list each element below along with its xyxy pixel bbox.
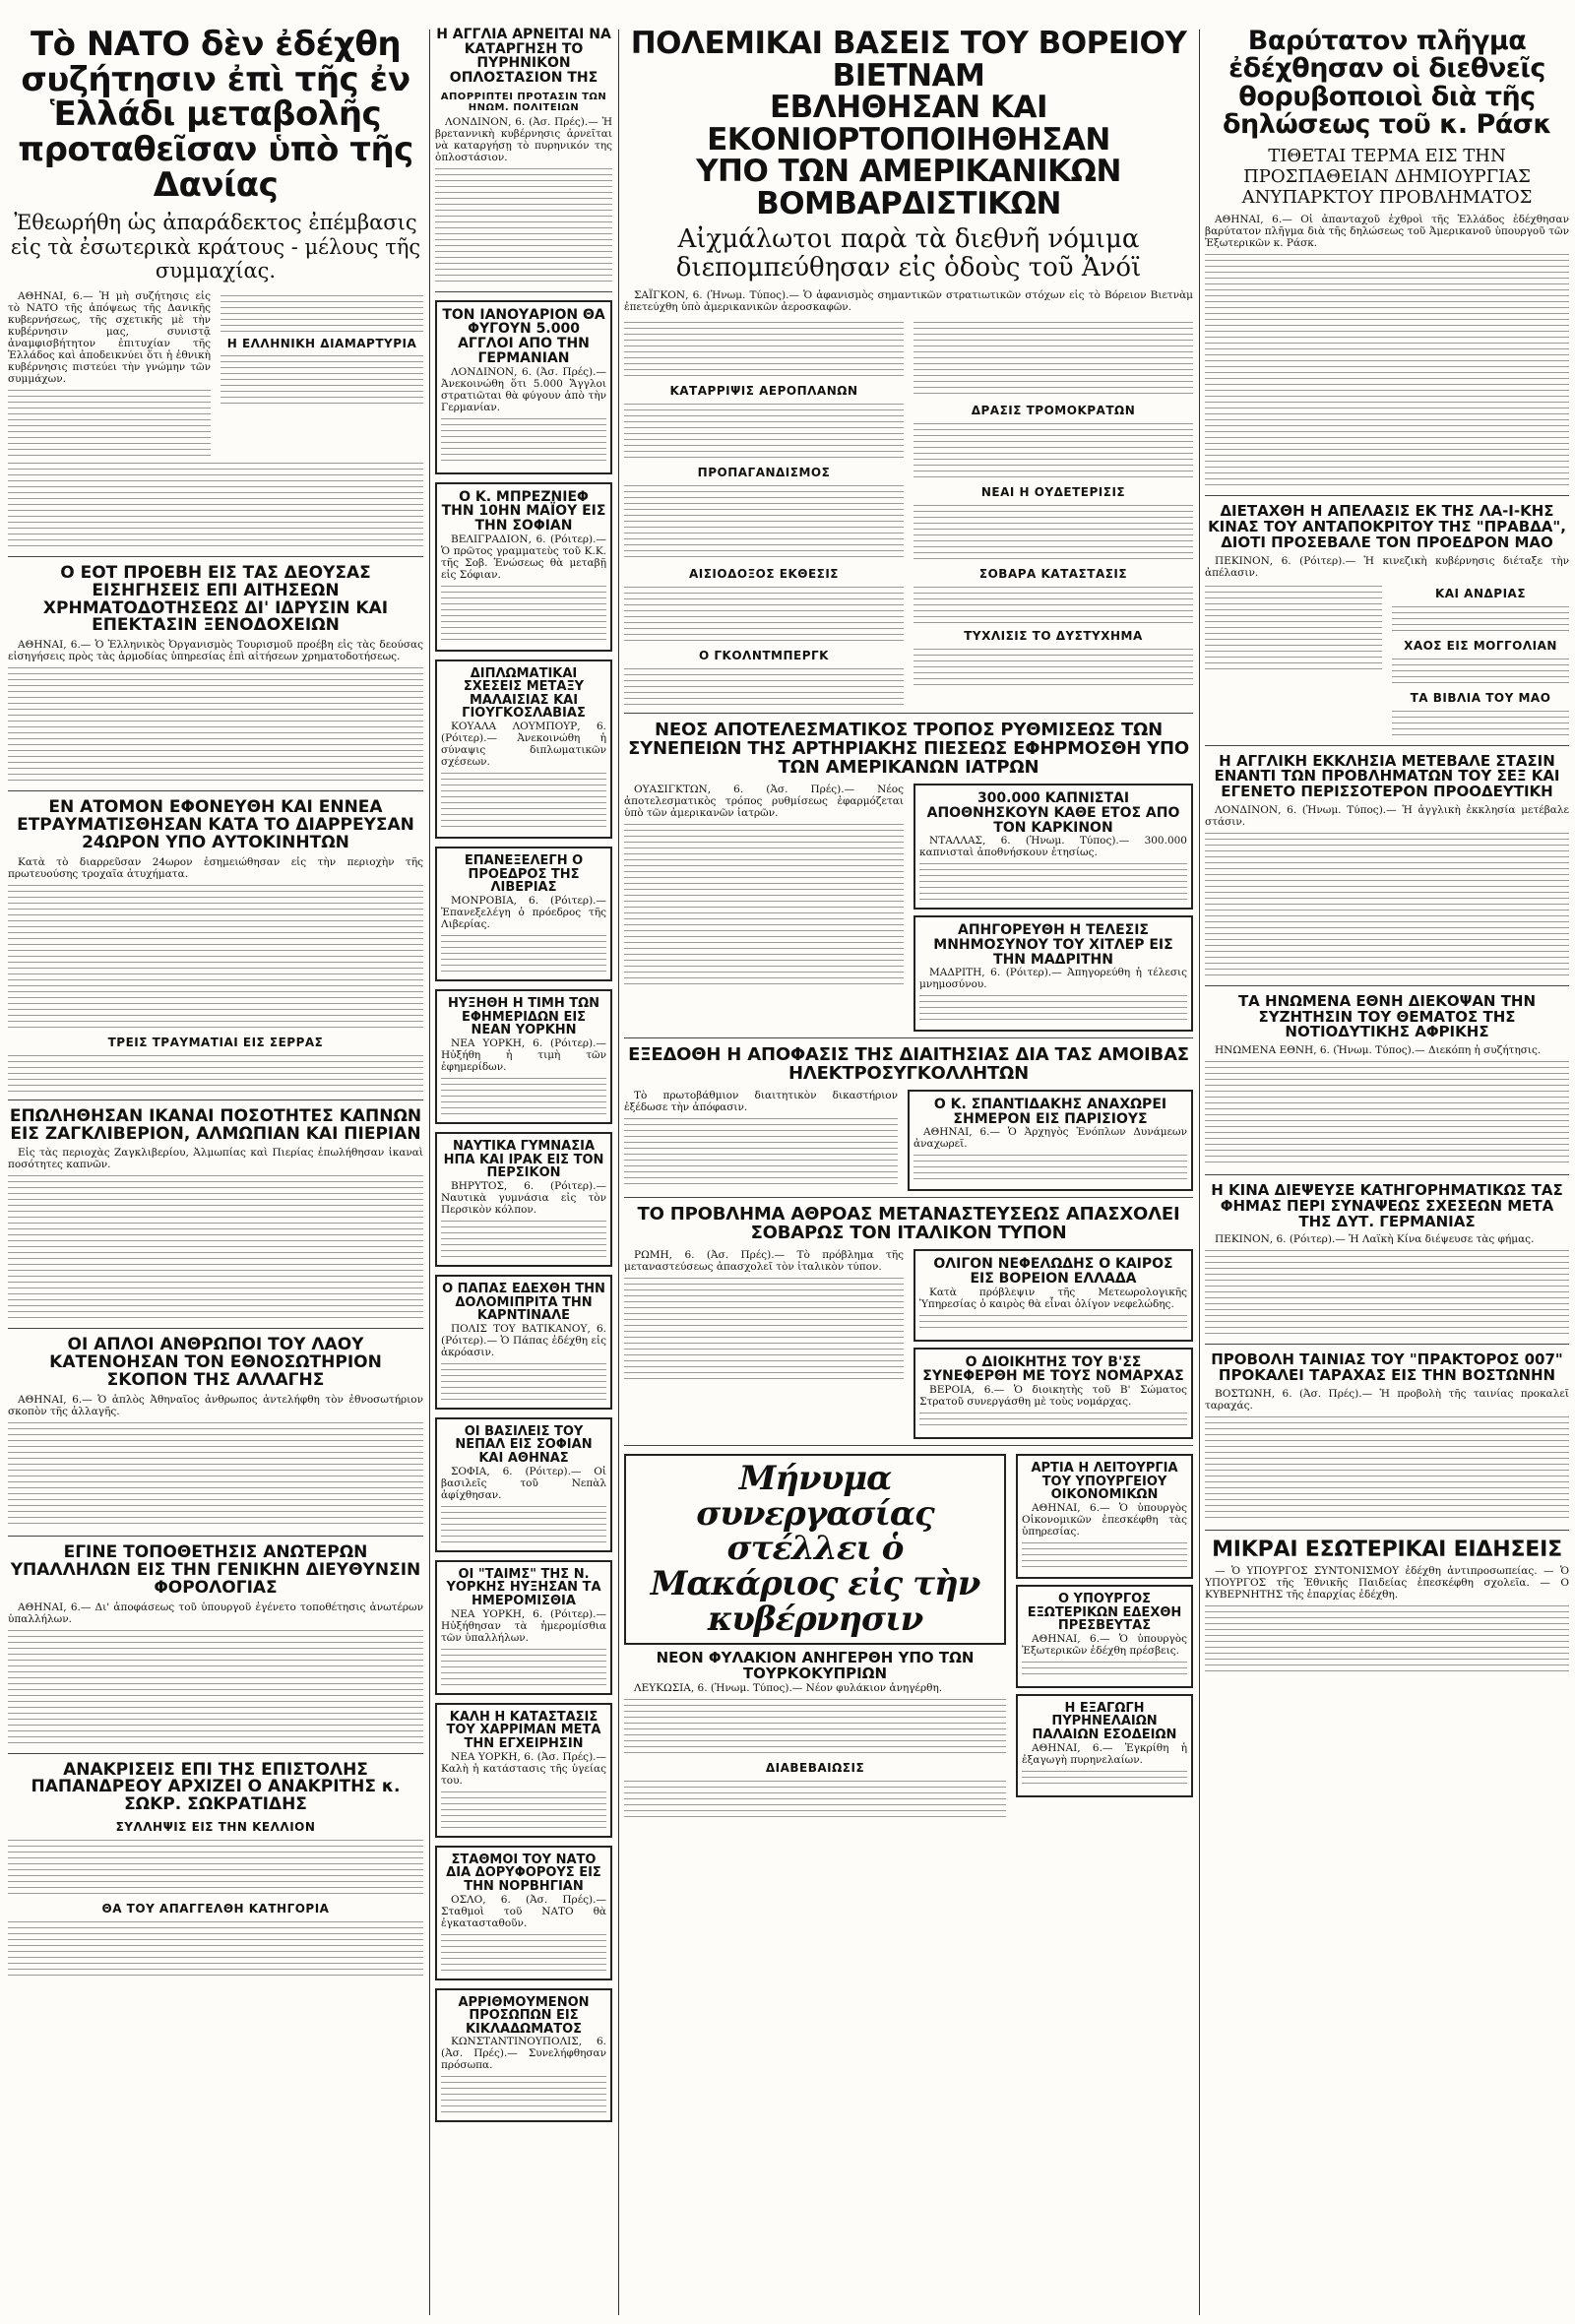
text-lines [1205,1413,1569,1522]
text-lines [1022,1768,1187,1788]
headline-electric-welders: ΕΞΕΔΟΘΗ Η ΑΠΟΦΑΣΙΣ ΤΗΣ ΔΙΑΙΤΗΣΙΑΣ ΔΙΑ ΤΑΣ ΑΜΟΙΒΑΣ ΗΛΕΚΤΡΟΣΥΓΚΟΛΛΗΤΩΝ [628,1044,1189,1085]
headline-olive-pomace: Η ΕΞΑΓΩΓΗ ΠΥΡΗΝΕΛΑΙΩΝ ΠΑΛΑΙΩΝ ΕΣΟΔΕΙΩΝ [1032,1700,1177,1743]
article-body: ΝΕΑ ΥΟΡΚΗ, 6. (Ρόιτερ).— Ηὐξήθησαν τὰ ἡμερομίσθια τῶν ὑπαλλήλων. [441,1607,606,1644]
column-right [1205,28,1569,2316]
article-body: ΣΑΪΓΚΟΝ, 6. (Ἡνωμ. Τύπος).— Ὁ ἀφανισμὸς σημαντικῶν στρατιωτικῶν στόχων εἰς τὸ Βόρειον Βιετνὰμ ἐπετεύχθη ὑπὸ ἀμερικανικῶν ἀεροσκαφῶν. [624,289,1193,314]
headline-blood-pressure: ΝΕΟΣ ΑΠΟΤΕΛΕΣΜΑΤΙΚΟΣ ΤΡΟΠΟΣ ΡΥΘΜΙΣΕΩΣ ΤΩΝ ΣΥΝΕΠΕΙΩΝ ΤΗΣ ΑΡΤΗΡΙΑΚΗΣ ΠΙΕΣΕΩΣ ΕΦΗΡΜΟΣΘΗ ΥΠΟ ΤΩΝ ΑΜΕΡΙΚΑΝΩΝ ΙΑΤΡΩΝ [628,720,1189,779]
text-lines [919,1410,1187,1429]
article-body: — Ὁ ΥΠΟΥΡΓΟΣ ΣΥΝΤΟΝΙΣΜΟΥ ἐδέχθη ἀντιπροσωπείας. — Ὁ ΥΠΟΥΡΓΟΣ τῆς Ἐθνικῆς Παιδείας ἐπεσκέφθη σχολεῖα. — Ο ΚΥΒΕΡΝΗΤΗΣ τῆς ἐπαρχίας ἐδέχθη. [1205,1565,1569,1602]
text-lines [914,319,1193,398]
subheadline-rusk: ΤΙΘΕΤΑΙ ΤΕΡΜΑ ΕΙΣ ΤΗΝ ΠΡΟΣΠΑΘΕΙΑΝ ΔΗΜΙΟΥΡΓΙΑΣ ΑΝΥΠΑΡΚΤΟΥ ΠΡΟΒΛΗΜΑΤΟΣ [1241,146,1533,208]
headline-foreign-minister: Ο ΥΠΟΥΡΓΟΣ ΕΞΩΤΕΡΙΚΩΝ ΕΔΕΧΘΗ ΠΡΕΣΒΕΥΤΑΣ [1027,1591,1182,1634]
headline-pope: Ο ΠΑΠΑΣ ΕΔΕΧΘΗ ΤΗΝ ΔΟΛΟΜΙΠΡΙΤΑ ΤΗΝ ΚΑΡΝΤΙΝΑΛΕ [442,1281,605,1324]
article-liberia [435,847,612,981]
article-body: ΝΕΑ ΥΟΡΚΗ, 6. (Ἀσ. Πρές).— Καλὴ ἡ κατάστασις τῆς ὑγείας του. [441,1750,606,1787]
article-finance-ministry [1016,1454,1193,1579]
text-lines [441,583,606,642]
text-lines [1205,830,1569,977]
text-lines [441,1360,606,1400]
section-subheading: ΝΕΑΙ Η ΟΥΔΕΤΕΡΙΣΙΣ [980,485,1126,500]
article-body: ΝΕΑ ΥΟΡΚΗ, 6. (Ρόιτερ).— Ηὐξήθη ἡ τιμὴ τῶν ἐφημερίδων. [441,1036,606,1073]
text-lines [624,584,904,643]
column-rule [1199,30,1200,2315]
text-lines [919,1312,1187,1332]
text-lines [1205,251,1569,487]
section-subheading: ΑΙΣΙΟΔΟΞΟΣ ΕΚΘΕΣΙΣ [688,567,839,582]
headline-spantidakis: Ο Κ. ΣΠΑΝΤΙΔΑΚΗΣ ΑΝΑΧΩΡΕΙ ΣΗΜΕΡΟΝ ΕΙΣ ΠΑΡΙΣΙΟΥΣ [933,1097,1167,1127]
article-body: ΑΘΗΝΑΙ, 6.— Δι' ἀποφάσεως τοῦ ὑπουργοῦ ἐγένετο τοποθέτησις ἀνωτέρων ὑπαλλήλων. [8,1601,423,1625]
section-subheading: ΤΥΧΛΙΣΙΣ ΤΟ ΔΥΣΤΥΧΗΜΑ [964,629,1143,644]
article-body: ΑΘΗΝΑΙ, 6.— Ὁ ὑπουργὸς Οἰκονομικῶν ἐπεσκέφθη τὰς ὑπηρεσίας. [1022,1501,1187,1538]
headline-migration: ΤΟ ΠΡΟΒΛΗΜΑ ΑΘΡΟΑΣ ΜΕΤΑΝΑΣΤΕΥΣΕΩΣ ΑΠΑΣΧΟΛΕΙ ΣΟΒΑΡΩΣ ΤΟΝ ΙΤΑΛΙΚΟΝ ΤΥΠΟΝ [637,1204,1180,1244]
article-nato-norway [435,1846,612,1980]
headline-car-accidents: ΕΝ ΑΤΟΜΟΝ ΕΦΟΝΕΥΘΗ ΚΑΙ ΕΝΝΕΑ ΕΤΡΑΥΜΑΤΙΣΘΗΣΑΝ ΚΑΤΑ ΤΟ ΔΙΑΡΡΕΥΣΑΝ 24ΩΡΟΝ ΥΠΟ ΑΥΤΟΚΙΝΗΤΩΝ [17,797,414,852]
article-simple-people [8,1337,423,1537]
article-vietnam [624,28,1193,714]
text-lines [914,584,1193,623]
text-lines [8,1419,423,1528]
headline-eot-hotels: Ο ΕΟΤ ΠΡΟΕΒΗ ΕΙΣ ΤΑΣ ΔΕΟΥΣΑΣ ΕΙΣΗΓΗΣΕΙΣ ΕΠΙ ΑΙΤΗΣΕΩΝ ΧΡΗΜΑΤΟΔΟΤΗΣΕΩΣ ΔΙ' ΙΔΡΥΣΙΝ ΚΑΙ ΕΠΕΚΤΑΣΙΝ ΞΕΝΟΔΟΧΕΙΩΝ [42,562,389,636]
text-lines [8,1837,423,1896]
headline-vietnam-3: ΥΠΟ ΤΩΝ ΑΜΕΡΙΚΑΝΙΚΩΝ ΒΟΜΒΑΡΔΙΣΤΙΚΩΝ [696,154,1121,221]
text-lines [914,502,1193,561]
text-lines [1392,603,1569,633]
text-lines [8,1918,423,1978]
text-lines [8,1052,423,1092]
section-subheading: Ο ΓΚΟΛΝΤΜΠΕΡΓΚ [699,649,829,663]
section-subheading: ΔΙΑΒΕΒΑΙΩΣΙΣ [765,1760,865,1775]
article-british-troops [435,300,612,474]
headline-ny-newspapers: ΗΥΞΗΘΗ Η ΤΙΜΗ ΤΩΝ ΕΦΗΜΕΡΙΔΩΝ ΕΙΣ ΝΕΑΝ ΥΟΡΚΗΝ [447,996,600,1038]
article-body: ΛΟΝΔΙΝΟΝ, 6. (Ἡνωμ. Τύπος).— Ἡ ἀγγλικὴ ἐκκλησία μετέβαλε στάσιν. [1205,803,1569,828]
text-lines [1205,583,1382,671]
article-body: ΜΟΝΡΟΒΙΑ, 6. (Ρόιτερ).— Ἐπανεξελέγη ὁ πρόεδρος τῆς Λιβερίας. [441,895,606,931]
article-body: ΑΘΗΝΑΙ, 6.— Ἡ μὴ συζήτησις εἰς τὸ ΝΑΤΟ τῆς ἀπόψεως τῆς Δανικῆς κυβερνήσεως, τῆς σχετικῆς μὲ τὴν κυβέρνησιν μας, συνιστᾷ ἀναμφισβήτητον ἐπιτυχίαν τῆς Ἑλλάδος καὶ ἀποδεικνύει ὅτι ἡ ἐθνικὴ κυβέρνησις πιστεύει τὴν γνώμην τῶν συμμάχων. [8,289,211,385]
text-lines [8,1627,423,1745]
headline-china-west-germany: Η ΚΙΝΑ ΔΙΕΨΕΥΣΕ ΚΑΤΗΓΟΡΗΜΑΤΙΚΩΣ ΤΑΣ ΦΗΜΑΣ ΠΕΡΙ ΣΥΝΑΨΕΩΣ ΣΧΕΣΕΩΝ ΜΕΤΑ ΤΗΣ ΔΥΤ. ΓΕΡΜΑΝΙΑΣ [1211,1181,1563,1230]
article-body: ΣΟΦΙΑ, 6. (Ρόιτερ).— Οἱ βασιλεῖς τοῦ Νεπὰλ ἀφίχθησαν. [441,1465,606,1501]
headline-hitler: ΑΠΗΓΟΡΕΥΘΗ Η ΤΕΛΕΣΙΣ ΜΝΗΜΟΣΥΝΟΥ ΤΟΥ ΧΙΤΛΕΡ ΕΙΣ ΤΗΝ ΜΑΔΡΙΤΗΝ [933,922,1173,968]
text-lines [8,1172,423,1320]
headline-ny-times: ΟΙ "ΤΑΙΜΣ" ΤΗΣ Ν. ΥΟΡΚΗΣ ΗΥΞΗΣΑΝ ΤΑ ΗΜΕΡΟΜΙΣΘΙΑ [446,1566,601,1609]
article-body: ΑΘΗΝΑΙ, 6.— Ἐγκρίθη ἡ ἐξαγωγὴ πυρηνελαίων. [1022,1741,1187,1766]
headline-liberia: ΕΠΑΝΕΞΕΛΕΓΗ Ο ΠΡΟΕΔΡΟΣ ΤΗΣ ΛΙΒΕΡΙΑΣ [464,853,584,896]
subheadline-nato-denmark: Ἐθεωρήθη ὡς ἀπαράδεκτος ἐπέμβασις εἰς τὰ ἐσωτερικὰ κράτους - μέλους τῆς συμμαχίας. [10,211,421,283]
headline-corps-commander: Ο ΔΙΟΙΚΗΤΗΣ ΤΟΥ Β'ΣΣ ΣΥΝΕΦΕΡΘΗ ΜΕ ΤΟΥΣ ΝΟΜΑΡΧΑΣ [922,1353,1184,1385]
article-un-southwest-africa [1205,991,1569,1175]
headline-pravda-expulsion: ΔΙΕΤΑΧΘΗ Η ΑΠΕΛΑΣΙΣ ΕΚ ΤΗΣ ΛΑ-Ι-ΚΗΣ ΚΙΝΑΣ ΤΟΥ ΑΝΤΑΠΟΚΡΙΤΟΥ ΤΗΣ "ΠΡΑΒΔΑ", ΔΙΟΤΙ ΠΡΟΣΕΒΑΛΕ ΤΟΝ ΠΡΟΕΔΡΟΝ ΜΑΟ [1208,502,1566,551]
article-foreign-minister [1016,1585,1193,1688]
section-subheading: ΧΑΟΣ ΕΙΣ ΜΟΓΓΟΛΙΑΝ [1404,638,1557,653]
text-lines [1205,1058,1569,1166]
article-body: ΚΩΝΣΤΑΝΤΙΝΟΥΠΟΛΙΣ, 6. (Ἀσ. Πρές).— Συνελήφθησαν πρόσωπα. [441,2036,606,2072]
headline-agent-007: ΠΡΟΒΟΛΗ ΤΑΙΝΙΑΣ ΤΟΥ "ΠΡΑΚΤΟΡΟΣ 007" ΠΡΟΚΑΛΕΙ ΤΑΡΑΧΑΣ ΕΙΣ ΤΗΝ ΒΟΣΤΩΝΗΝ [1211,1350,1563,1385]
headline-un-southwest-africa: ΤΑ ΗΝΩΜΕΝΑ ΕΘΝΗ ΔΙΕΚΟΨΑΝ ΤΗΝ ΣΥΖΗΤΗΣΙΝ ΤΟΥ ΘΕΜΑΤΟΣ ΤΗΣ ΝΟΤΙΟΔΥΤΙΚΗΣ ΑΦΡΙΚΗΣ [1237,991,1537,1041]
section-subheading: ΠΡΟΠΑΓΑΝΔΙΣΜΟΣ [697,466,831,480]
text-lines [441,1646,606,1685]
article-arrests [435,1988,612,2123]
text-lines [435,165,612,283]
headline-brezhnev: Ο Κ. ΜΠΡΕΖΝΙΕΦ ΤΗΝ 10ΗΝ ΜΑΪΟΥ ΕΙΣ ΤΗΝ ΣΟΦΙΑΝ [441,488,606,534]
article-body: Κατὰ τὸ διαρρεῦσαν 24ωρον ἐσημειώθησαν εἰς τὴν περιοχὴν τῆς πρωτευούσης τροχαῖα ἀτυχήματα. [8,855,423,880]
column-rule [429,30,430,2315]
article-body: ΜΑΔΡΙΤΗ, 6. (Ρόιτερ).— Ἀπηγορεύθη ἡ τέλεσις μνημοσύνου. [919,967,1187,991]
text-lines [1392,708,1569,737]
article-tobacco [8,1105,423,1330]
article-body: ΑΘΗΝΑΙ, 6.— Ὁ ὑπουργὸς Ἐξωτερικῶν ἐδέχθη πρέσβεις. [1022,1632,1187,1657]
text-lines [914,420,1193,479]
article-body: ΑΘΗΝΑΙ, 6.— Οἱ ἀπανταχοῦ ἐχθροὶ τῆς Ἑλλάδος ἐδέχθησαν βαρύτατον πλῆγμα διὰ τῆς δηλώσεως τοῦ Ἀμερικανοῦ ὑπουργοῦ τῶν Ἐξωτερικῶν κ. Ράσκ. [1205,214,1569,250]
text-lines [1205,1602,1569,1671]
article-ny-times [435,1560,612,1695]
section-subheading: ΤΑ ΒΙΒΛΙΑ ΤΟΥ ΜΑΟ [1410,690,1551,705]
article-china-west-germany [1205,1183,1569,1345]
headline-simple-people: ΟΙ ΑΠΛΟΙ ΑΝΘΡΩΠΟΙ ΤΟΥ ΛΑΟΥ ΚΑΤΕΝΟΗΣΑΝ ΤΟΝ ΕΘΝΟΣΩΤΗΡΙΟΝ ΣΚΟΠΟΝ ΤΗΣ ΑΛΛΑΓΗΣ [49,1335,382,1391]
article-body: ΠΕΚΙΝΟΝ, 6. (Ρόιτερ).— Ἡ Λαϊκὴ Κίνα διέψευσε τὰς φήμας. [1215,1233,1535,1246]
text-lines [441,1218,606,1257]
article-body: ΒΕΡΟΙΑ, 6.— Ὁ διοικητὴς τοῦ Β' Σώματος Στρατοῦ συνεργάσθη μὲ τοὺς νομάρχας. [919,1383,1187,1408]
column-second [435,28,612,2316]
article-body: ΒΕΛΙΓΡΑΔΙΟΝ, 6. (Ρόιτερ).— Ὁ πρῶτος γραμματεὺς τοῦ Κ.Κ. τῆς Σοβ. Ἑνώσεως θὰ μεταβῇ εἰς Σόφιαν. [441,533,606,581]
article-malaysia [435,660,612,840]
headline-arrests: ΑΡΡΙΘΜΟΥΜΕΝΟΝ ΠΡΟΣΩΠΩΝ ΕΙΣ ΚΙΚΛΑΔΩΜΑΤΟΣ [458,1994,590,2037]
article-uk-nuclear [435,28,612,292]
article-ny-newspapers [435,989,612,1124]
column-center [624,28,1193,2316]
text-lines [624,401,904,460]
headline-finance-ministry: ΑΡΤΙΑ Η ΛΕΙΤΟΥΡΓΙΑ ΤΟΥ ΥΠΟΥΡΓΕΙΟΥ ΟΙΚΟΝΟΜΙΚΩΝ [1031,1460,1178,1503]
column-left [8,28,423,2316]
article-body: ΑΘΗΝΑΙ, 6.— Ὁ Ἀρχηγὸς Ἐνόπλων Δυνάμεων ἀναχωρεῖ. [914,1126,1187,1151]
text-lines [8,460,423,548]
section-subheading: Η ΕΛΛΗΝΙΚΗ ΔΙΑΜΑΡΤΥΡΙΑ [226,336,417,350]
section-subheading: ΣΥΛΛΗΨΙΣ ΕΙΣ ΤΗΝ ΚΕΛΛΙΟΝ [115,1820,316,1835]
section-subheading: ΚΑΤΑΡΡΙΨΙΣ ΑΕΡΟΠΛΑΝΩΝ [669,384,858,399]
article-body: ΑΘΗΝΑΙ, 6.— Ὁ Ἑλληνικὸς Ὀργανισμὸς Τουρισμοῦ προέβη εἰς τὰς δεούσας εἰσηγήσεις πρὸς τὰς ἁρμοδίας ὑπηρεσίας ἐπὶ αἰτήσεων χρηματοδοτήσεως. [8,639,423,663]
article-body: ΗΝΩΜΕΝΑ ΕΘΝΗ, 6. (Ἡνωμ. Τύπος).— Διεκόπη ἡ συζήτησις. [1215,1044,1542,1057]
article-domestic-news [1205,1539,1569,1671]
text-lines [1022,1539,1187,1569]
headline-rusk: Βαρύτατον πλῆγμα ἐδέχθησαν οἱ διεθνεῖς θορυβοποιοὶ διὰ τῆς δηλώσεως τοῦ κ. Ράσκ [1222,28,1552,141]
headline-harriman: ΚΑΛΗ Η ΚΑΤΑΣΤΑΣΙΣ ΤΟΥ ΧΑΡΡΙΜΑΝ ΜΕΤΑ ΤΗΝ ΕΓΧΕΙΡΗΣΙΝ [446,1709,601,1751]
headline-vietnam-1: ΠΟΛΕΜΙΚΑΙ ΒΑΣΕΙΣ ΤΟΥ ΒΟΡΕΙΟΥ ΒΙΕΤΝΑΜ [630,28,1187,94]
headline-cancer: 300.000 ΚΑΠΝΙΣΤΑΙ ΑΠΟΘΝΗΣΚΟΥΝ ΚΑΘΕ ΕΤΟΣ ΑΠΟ ΤΟΝ ΚΑΡΚΙΝΟΝ [926,790,1180,836]
headline-anglican-church: Η ΑΓΓΛΙΚΗ ΕΚΚΛΗΣΙΑ ΜΕΤΕΒΑΛΕ ΣΤΑΣΙΝ ΕΝΑΝΤΙ ΤΩΝ ΠΡΟΒΛΗΜΑΤΩΝ ΤΟΥ ΣΕΞ ΚΑΙ ΕΓΕΝΕΤΟ ΠΕΡΙΣΣΟΤΕΡΟΝ ΠΡΟΟΔΕΥΤΙΚΗ [1214,751,1560,801]
text-lines [441,932,606,972]
text-lines [441,1789,606,1828]
article-tax-officials [8,1541,423,1754]
article-electric-welders [624,1046,1193,1198]
text-lines [220,352,423,408]
text-lines [220,292,423,332]
subheadline-vietnam: Αἰχμάλωτοι παρὰ τὰ διεθνῆ νόμιμα διεπομπεύθησαν εἰς ὁδοὺς τοῦ Ἀνόϊ [675,224,1142,283]
article-pope [435,1275,612,1410]
article-weather [914,1249,1193,1341]
headline-british-troops: ΤΟΝ ΙΑΝΟΥΑΡΙΟΝ ΘΑ ΦΥΓΟΥΝ 5.000 ΑΓΓΛΟΙ ΑΠΟ ΤΗΝ ΓΕΡΜΑΝΙΑΝ [442,306,605,366]
article-body: ΛΟΝΔΙΝΟΝ, 6. (Ἀσ. Πρές).— Ἡ βρεταννικὴ κυβέρνησις ἀρνεῖται νὰ καταργήσῃ τὸ πυρηνικόν της ὁπλοστάσιον. [435,115,612,163]
text-lines [441,1503,606,1542]
article-spantidakis [908,1090,1193,1191]
text-lines [914,1152,1187,1181]
text-lines [919,992,1187,1022]
headline-naval: ΝΑΥΤΙΚΑ ΓΥΜΝΑΣΙΑ ΗΠΑ ΚΑΙ ΙΡΑΚ ΕΙΣ ΤΟΝ ΠΕΡΣΙΚΟΝ [443,1138,604,1181]
article-body: Εἰς τὰς περιοχὰς Ζαγκλιβερίου, Ἀλμωπίας καὶ Πιερίας ἐπωλήθησαν ἱκαναὶ ποσότητες καπνῶν. [8,1147,423,1171]
article-body: ΝΤΑΛΛΑΣ, 6. (Ἡνωμ. Τύπος).— 300.000 καπνισταὶ ἀποθνήσκουν ἐτησίως. [919,835,1187,859]
text-lines [624,821,904,988]
article-corps-commander [914,1348,1193,1439]
text-lines [441,415,606,465]
article-naval [435,1132,612,1267]
article-body: ΚΟΥΑΛΑ ΛΟΥΜΠΟΥΡ, 6. (Ρόιτερ).— Ἀνεκοινώθη ἡ σύναψις διπλωματικῶν σχέσεων. [441,721,606,769]
text-lines [441,1075,606,1114]
section-subheading: ΣΟΒΑΡΑ ΚΑΤΑΣΤΑΣΙΣ [978,567,1128,582]
article-body: Κατὰ πρόβλεψιν τῆς Μετεωρολογικῆς Ὑπηρεσίας ὁ καιρὸς θὰ εἶναι ὀλίγον νεφελώδης. [919,1286,1187,1310]
article-anglican-church [1205,751,1569,986]
text-lines [914,646,1193,685]
article-hitler [914,915,1193,1032]
section-subheading: ΘΑ ΤΟΥ ΑΠΑΓΓΕΛΘΗ ΚΑΤΗΓΟΡΙΑ [101,1902,330,1916]
headline-tax-officials: ΕΓΙΝΕ ΤΟΠΟΘΕΤΗΣΙΣ ΑΝΩΤΕΡΩΝ ΥΠΑΛΛΗΛΩΝ ΕΙΣ ΤΗΝ ΓΕΝΙΚΗΝ ΔΙΕΥΘΥΝΣΙΝ ΦΟΡΟΛΟΓΙΑΣ [10,1541,421,1598]
headline-papandreou-letter: ΑΝΑΚΡΙΣΕΙΣ ΕΠΙ ΤΗΣ ΕΠΙΣΤΟΛΗΣ ΠΑΠΑΝΔΡΕΟΥ ΑΡΧΙΖΕΙ Ο ΑΝΑΚΡΙΤΗΣ κ. ΣΩΚΡ. ΣΩΚΡΑΤΙΔΗΣ [31,1759,401,1815]
text-lines [1205,1247,1569,1336]
text-lines [441,1931,606,1971]
headline-nepal: ΟΙ ΒΑΣΙΛΕΙΣ ΤΟΥ ΝΕΠΑΛ ΕΙΣ ΣΟΦΙΑΝ ΚΑΙ ΑΘΗΝΑΣ [455,1423,593,1467]
article-nepal [435,1417,612,1552]
text-lines [624,1696,1006,1755]
text-lines [441,770,606,829]
headline-weather: ΟΛΙΓΟΝ ΝΕΦΕΛΩΔΗΣ Ο ΚΑΙΡΟΣ ΕΙΣ ΒΟΡΕΙΟΝ ΕΛΛΑΔΑ [933,1256,1173,1287]
article-body: ΠΟΛΙΣ ΤΟΥ ΒΑΤΙΚΑΝΟΥ, 6. (Ρόιτερ).— Ὁ Πάπας ἐδέχθη εἰς ἀκρόασιν. [441,1322,606,1358]
article-brezhnev [435,482,612,652]
article-body: ΒΗΡΥΤΟΣ, 6. (Ρόιτερ).— Ναυτικὰ γυμνάσια εἰς τὸν Περσικὸν κόλπον. [441,1179,606,1216]
headline-malaysia: ΔΙΠΛΩΜΑΤΙΚΑΙ ΣΧΕΣΕΙΣ ΜΕΤΑΞΥ ΜΑΛΑΙΣΙΑΣ ΚΑΙ ΓΙΟΥΓΚΟΣΛΑΒΙΑΣ [462,665,586,722]
section-subheading: ΤΡΕΙΣ ΤΡΑΥΜΑΤΙΑΙ ΕΙΣ ΣΕΡΡΑΣ [107,1035,324,1049]
article-papandreou-letter [8,1759,423,1979]
text-lines [624,319,904,378]
headline-nato-norway: ΣΤΑΘΜΟΙ ΤΟΥ ΝΑΤΟ ΔΙΑ ΔΟΡΥΦΟΡΟΥΣ ΕΙΣ ΤΗΝ ΝΟΡΒΗΓΙΑΝ [446,1852,601,1894]
article-blood-pressure [624,722,1193,1038]
article-body: ΒΟΣΤΩΝΗ, 6. (Ἀσ. Πρές).— Ἡ προβολὴ τῆς ταινίας προκαλεῖ ταραχάς. [1205,1387,1569,1412]
article-rusk [1205,28,1569,496]
text-lines [624,1275,904,1383]
text-lines [8,664,423,783]
article-body: ΛΟΝΔΙΝΟΝ, 6. (Ἀσ. Πρές).— Ἀνεκοινώθη ὅτι 5.000 Ἄγγλοι στρατιῶται θὰ φύγουν ἀπὸ τὴν Γερμανίαν. [441,365,606,413]
section-subheading: ΔΡΑΣΙΣ ΤΡΟΜΟΚΡΑΤΩΝ [971,404,1136,418]
article-cancer [914,784,1193,910]
headline-tobacco: ΕΠΩΛΗΘΗΣΑΝ ΙΚΑΝΑΙ ΠΟΣΟΤΗΤΕΣ ΚΑΠΝΩΝ ΕΙΣ ΖΑΓΚΛΙΒΕΡΙΟΝ, ΑΛΜΩΠΙΑΝ ΚΑΙ ΠΙΕΡΙΑΝ [9,1105,422,1144]
text-lines [1392,656,1569,685]
text-lines [919,860,1187,900]
text-lines [1022,1659,1187,1678]
section-subheading: ΚΑΙ ΑΝΔΡΙΑΣ [1434,586,1527,600]
article-agent-007 [1205,1352,1569,1531]
text-lines [441,2073,606,2112]
headline-guard-post: ΝΕΟΝ ΦΥΛΑΚΙΟΝ ΑΝΗΓΕΡΘΗ ΥΠΟ ΤΩΝ ΤΟΥΡΚΟΚΥΠΡΙΩΝ [656,1649,975,1683]
article-nato-denmark [8,28,423,557]
headline-uk-nuclear: Η ΑΓΓΛΙΑ ΑΡΝΕΙΤΑΙ ΝΑ ΚΑΤΑΡΓΗΣΗ ΤΟ ΠΥΡΗΝΙΚΟΝ ΟΠΛΟΣΤΑΣΙΟΝ ΤΗΣ [436,28,611,87]
text-lines [624,1115,898,1184]
article-harriman [435,1703,612,1838]
article-body: ΑΘΗΝΑΙ, 6.— Ὁ ἁπλὸς Ἀθηναῖος ἀνθρωπος ἀντελήφθη τὸν ἐθνοσωτήριον σκοπὸν τῆς ἀλλαγῆς. [8,1393,423,1417]
article-body: ΛΕΥΚΩΣΙΑ, 6. (Ἡνωμ. Τύπος).— Νέον φυλάκιον ἀνηγέρθη. [634,1681,943,1694]
column-rule [618,30,619,2315]
headline-domestic-news: ΜΙΚΡΑΙ ΕΣΩΤΕΡΙΚΑΙ ΕΙΔΗΣΕΙΣ [1212,1537,1562,1562]
headline-vietnam-2: ΕΒΛΗΘΗΣΑΝ ΚΑΙ ΕΚΟΝΙΟΡΤΟΠΟΙΗΘΗΣΑΝ [707,90,1110,157]
article-body: ΟΥΑΣΙΓΚΤΩΝ, 6. (Ἀσ. Πρές).— Νέος ἀποτελεσματικὸς τρόπος ρυθμίσεως ἐφαρμόζεται ὑπὸ τῶν ἀμερικανῶν ἰατρῶν. [624,784,904,820]
article-eot-hotels [8,562,423,791]
subheadline-uk-nuclear: ΑΠΟΡΡΙΠΤΕΙ ΠΡΟΤΑΣΙΝ ΤΩΝ ΗΝΩΜ. ΠΟΛΙΤΕΙΩΝ [440,91,607,113]
article-makarios [624,1454,1006,1645]
text-lines [624,482,904,561]
article-body: ΠΕΚΙΝΟΝ, 6. (Ρόιτερ).— Ἡ κινεζικὴ κυβέρνησις διέταξε τὴν ἀπέλασιν. [1205,554,1569,579]
headline-nato-denmark: Τὸ ΝΑΤΟ δὲν ἐδέχθη συζήτησιν ἐπὶ τῆς ἐν Ἑλλάδι μεταβολῆς προταθεῖσαν ὑπὸ τῆς Δανίας [18,28,413,205]
article-body: ΡΩΜΗ, 6. (Ἀσ. Πρές).— Τὸ πρόβλημα τῆς μεταναστεύσεως ἀπασχολεῖ τὸν ἰταλικὸν τύπον. [624,1249,904,1274]
text-lines [624,665,904,705]
article-pravda-expulsion [1205,504,1569,745]
article-olive-pomace [1016,1694,1193,1797]
article-migration [624,1206,1193,1446]
headline-makarios: Μήνυμα συνεργασίας στέλλει ὁ Μακάριος εἰς τὴν κυβέρνησιν [650,1458,980,1639]
text-lines [8,882,423,1030]
text-lines [8,387,211,456]
article-car-accidents [8,799,423,1100]
article-body: Τὸ πρωτοβάθμιον διαιτητικὸν δικαστήριον ἐξέδωσε τὴν ἀπόφασιν. [624,1090,898,1114]
text-lines [624,1778,1006,1817]
article-body: ΟΣΛΟ, 6. (Ἀσ. Πρές).— Σταθμοὶ τοῦ ΝΑΤΟ θὰ ἐγκατασταθοῦν. [441,1893,606,1929]
